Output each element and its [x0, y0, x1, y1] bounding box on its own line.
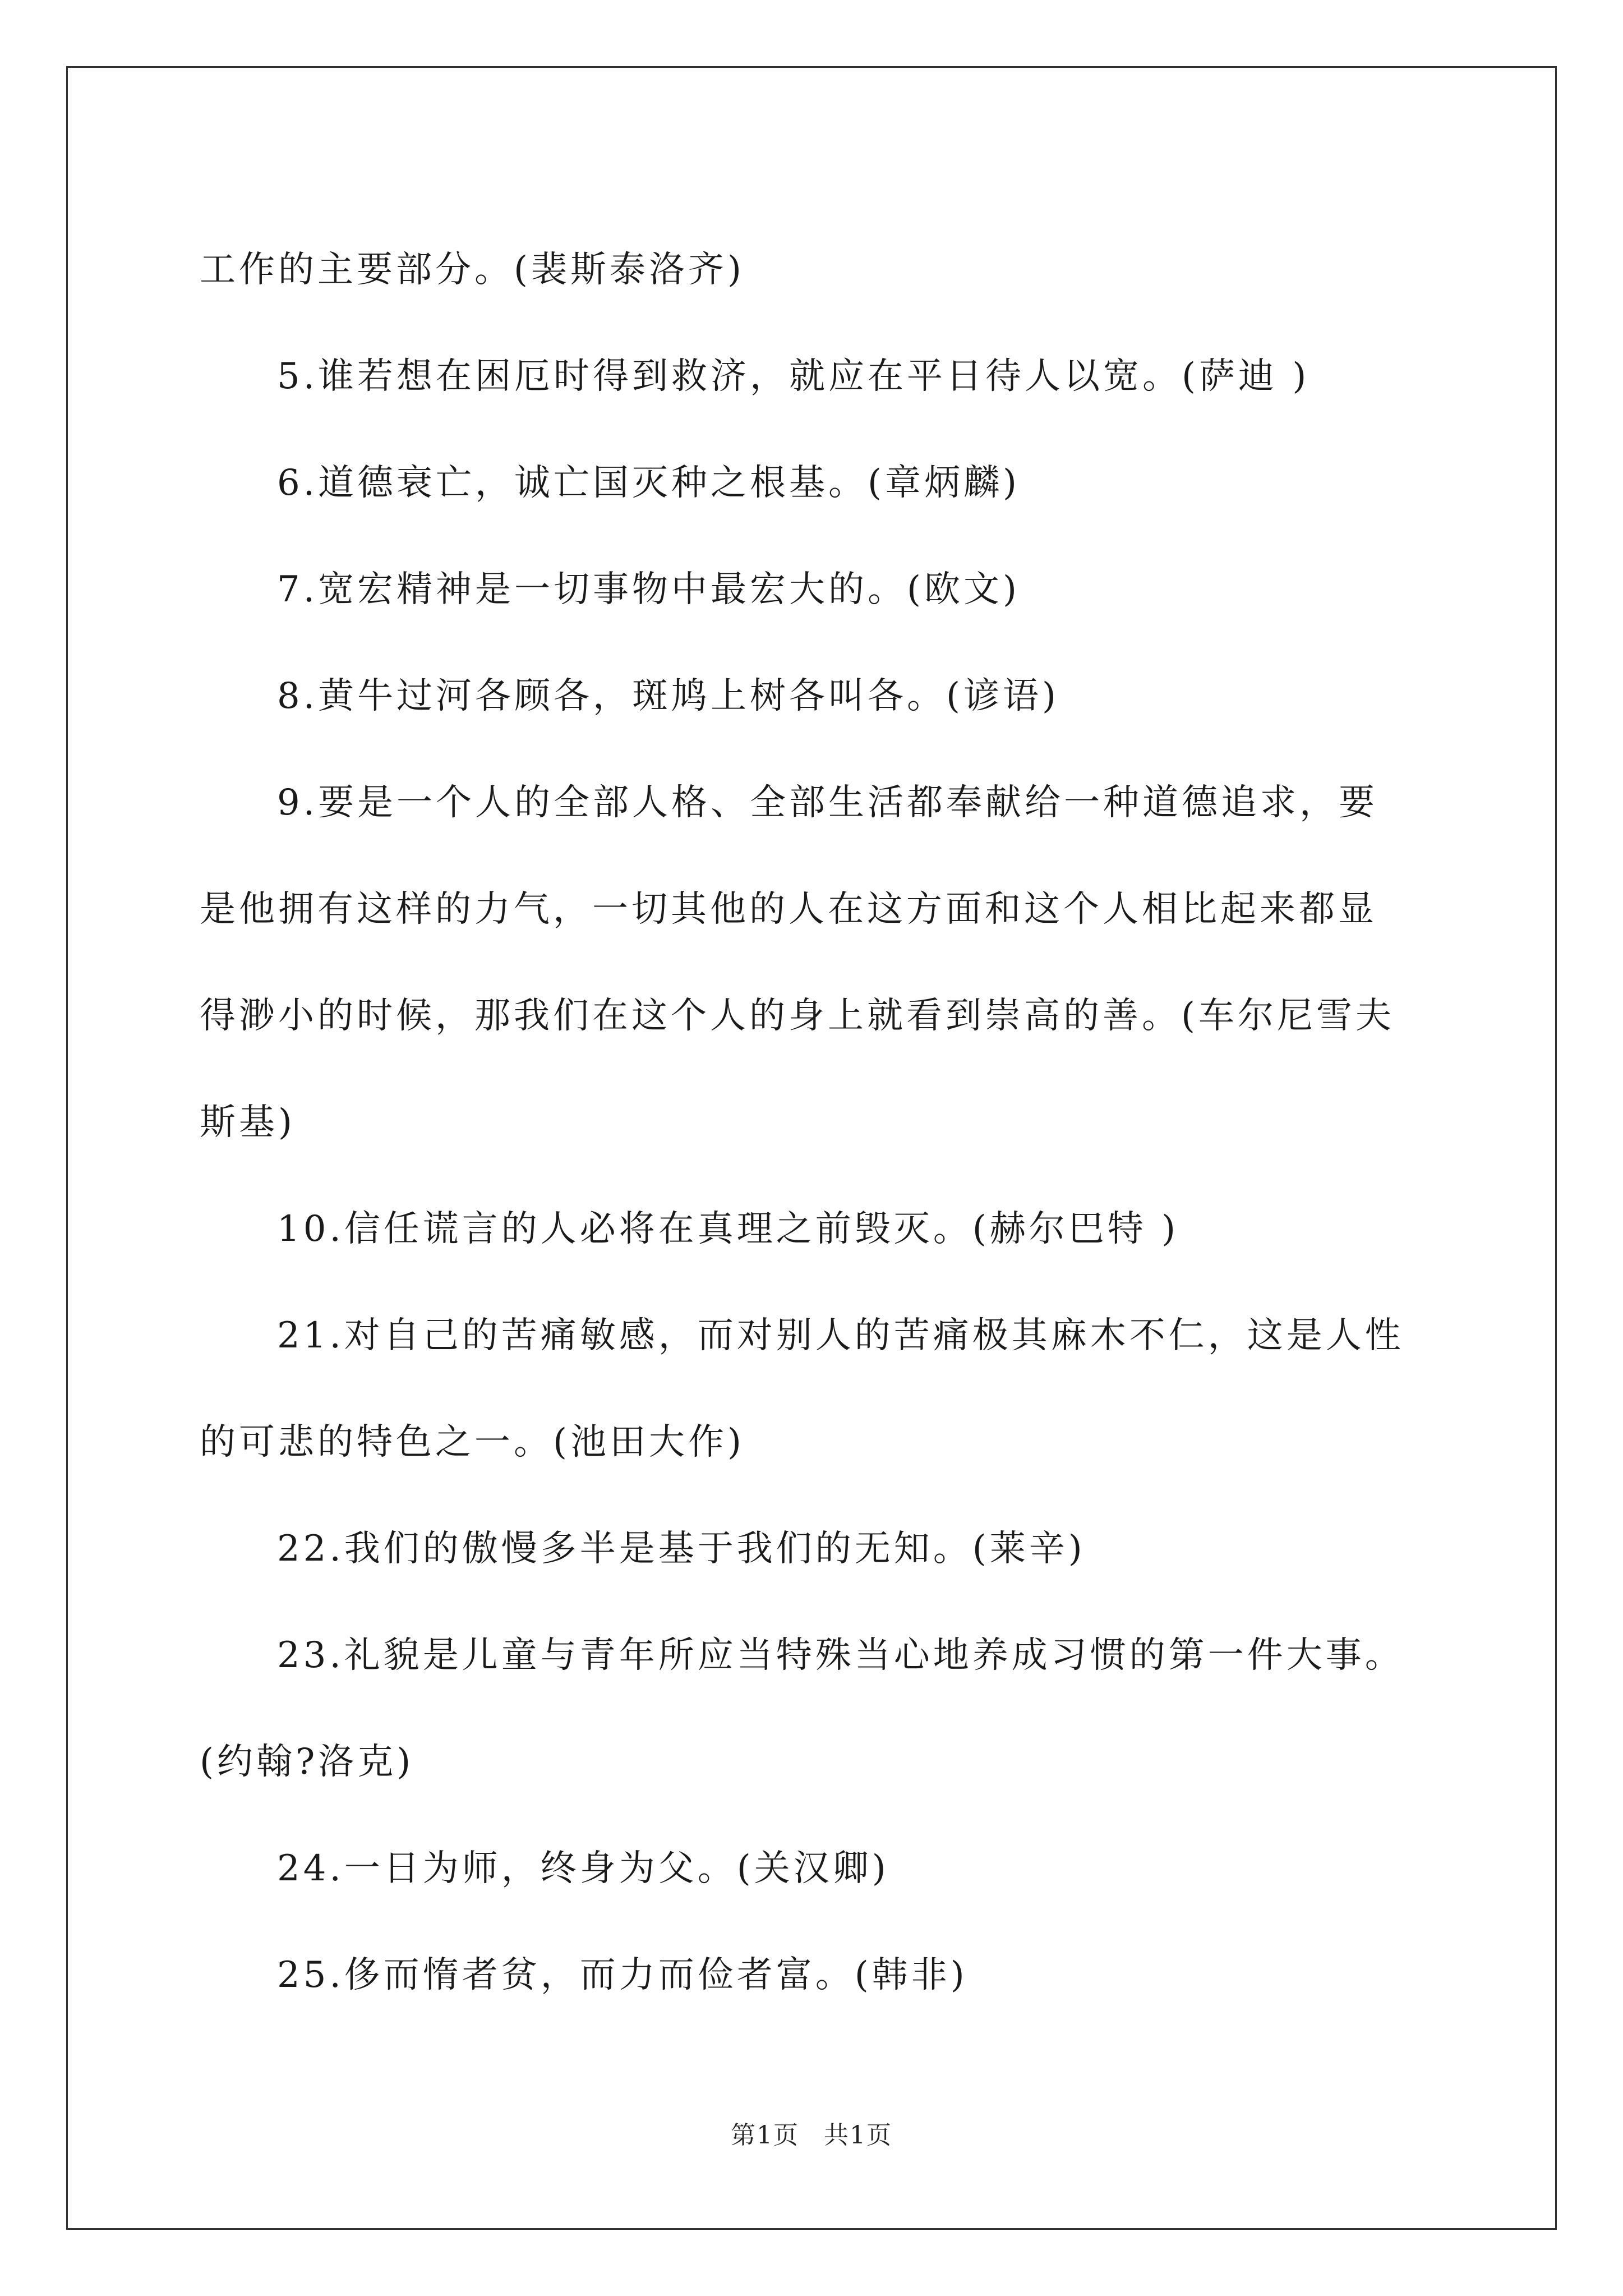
page-footer: [0, 2115, 1623, 2151]
text-line: 工作的主要部分。(裴斯泰洛齐): [200, 249, 745, 291]
text-line: 10.信任谎言的人必将在真理之前毁灭。(赫尔巴特 ): [277, 1208, 1179, 1250]
text-line: 的可悲的特色之一。(池田大作): [200, 1421, 745, 1463]
text-line: 是他拥有这样的力气，一切其他的人在这方面和这个人相比起来都显: [200, 889, 1377, 930]
text-line: 6.道德衰亡，诚亡国灭种之根基。(章炳麟): [277, 462, 1020, 504]
text-line: 5.谁若想在困厄时得到救济，就应在平日待人以宽。(萨迪 ): [277, 356, 1310, 397]
text-line: 7.宽宏精神是一切事物中最宏大的。(欧文): [277, 569, 1020, 610]
document-body: [200, 217, 1426, 2028]
text-line: 21.对自己的苦痛敏感，而对别人的苦痛极其麻木不仁，这是人性: [277, 1315, 1404, 1356]
text-line: (约翰?洛克): [200, 1741, 414, 1783]
page-number-total: 共1页: [824, 2121, 892, 2150]
text-line: 斯基): [200, 1102, 296, 1143]
text-line: 25.侈而惰者贫，而力而俭者富。(韩非): [277, 1954, 968, 1996]
text-line: 23.礼貌是儿童与青年所应当特殊当心地养成习惯的第一件大事。: [277, 1635, 1404, 1676]
text-line: 24.一日为师，终身为父。(关汉卿): [277, 1848, 889, 1889]
text-line: 22.我们的傲慢多半是基于我们的无知。(莱辛): [277, 1528, 1086, 1570]
page-number-current: 第1页: [731, 2121, 799, 2150]
text-line: 8.黄牛过河各顾各，斑鸠上树各叫各。(谚语): [277, 675, 1059, 717]
text-line: 得渺小的时候，那我们在这个人的身上就看到崇高的善。(车尔尼雪夫: [200, 995, 1395, 1037]
text-line: 9.要是一个人的全部人格、全部生活都奉献给一种道德追求，要: [277, 782, 1378, 823]
